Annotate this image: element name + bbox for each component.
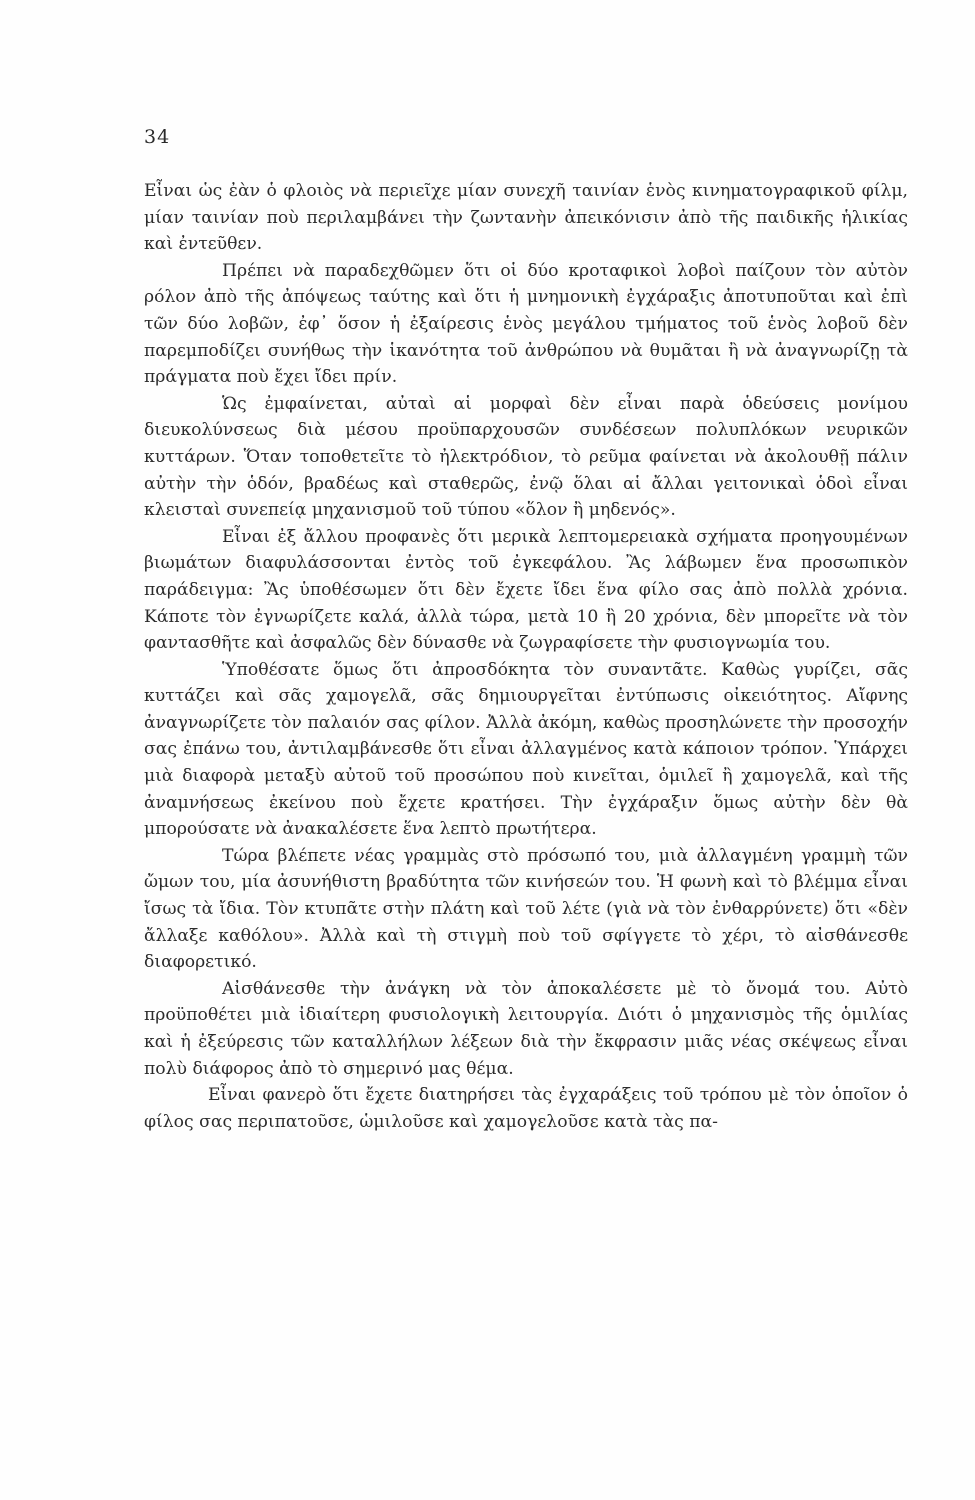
body-text bbox=[144, 178, 908, 1135]
paragraph-7: Αἰσθάνεσθε τὴν ἀνάγκη νὰ τὸν ἀποκαλέσετε μὲ τὸ ὄνομά του. Αὐτὸ προϋποθέτει μιὰ ἰδιαίτερη φυσιολογικὴ λειτουργία. Διότι ὁ μηχανισμὸς τῆς ὁμιλίας καὶ ἡ ἐξεύρεσις τῶν καταλλήλων λέξεων διὰ τὴν ἔκφρασιν μιᾶς νέας σκέψεως εἶναι πολὺ διάφορος ἀπὸ τὸ σημερινό μας θέμα. bbox=[144, 978, 908, 1079]
page-number: 34 bbox=[144, 126, 171, 148]
paragraph-5: Ὑποθέσατε ὅμως ὅτι ἀπροσδόκητα τὸν συναντᾶτε. Καθὼς γυρίζει, σᾶς κυττάζει καὶ σᾶς χαμογελᾶ, σᾶς δημιουργεῖται ἐντύπωσις οἰκειότητος. Αἴφνης ἀναγνωρίζετε τὸν παλαιόν σας φίλον. Ἀλλὰ ἀκόμη, καθὼς προσηλώνετε τὴν προσοχήν σας ἐπάνω του, ἀντιλαμβάνεσθε ὅτι εἶναι ἀλλαγμένος κατὰ κάποιον τρόπον. Ὑπάρχει μιὰ διαφορὰ μεταξὺ αὐτοῦ τοῦ προσώπου ποὺ κινεῖται, ὁμιλεῖ ἢ χαμογελᾶ, καὶ τῆς ἀναμνήσεως ἐκείνου ποὺ ἔχετε κρατήσει. Τὴν ἐγχάραξιν ὅμως αὐτὴν δὲν θὰ μπορούσατε νὰ ἀνακαλέσετε ἕνα λεπτὸ πρωτήτερα. bbox=[144, 659, 908, 840]
paragraph-4: Εἶναι ἐξ ἄλλου προφανὲς ὅτι μερικὰ λεπτομερειακὰ σχήματα προηγουμένων βιωμάτων διαφυλάσσονται ἐντὸς τοῦ ἐγκεφάλου. Ἂς λάβωμεν ἕνα προσωπικὸν παράδειγμα: Ἂς ὑποθέσωμεν ὅτι δὲν ἔχετε ἴδει ἕνα φίλο σας ἀπὸ πολλὰ χρόνια. Κάποτε τὸν ἐγνωρίζετε καλά, ἀλλὰ τώρα, μετὰ 10 ἢ 20 χρόνια, δὲν μπορεῖτε νὰ τὸν φαντασθῆτε καὶ ἀσφαλῶς δὲν δύνασθε νὰ ζωγραφίσετε τὴν φυσιογνωμία του. bbox=[144, 526, 908, 654]
paragraph-8: Εἶναι φανερὸ ὅτι ἔχετε διατηρήσει τὰς ἐγχαράξεις τοῦ τρόπου μὲ τὸν ὁποῖον ὁ φίλος σας περιπατοῦσε, ὡμιλοῦσε καὶ χαμογελοῦσε κατὰ τὰς πα- bbox=[144, 1085, 908, 1132]
paragraph-2: Πρέπει νὰ παραδεχθῶμεν ὅτι οἱ δύο κροταφικοὶ λοβοὶ παίζουν τὸν αὐτὸν ρόλον ἀπὸ τῆς ἀπόψεως ταύτης καὶ ὅτι ἡ μνημονικὴ ἐγχάραξις ἀποτυποῦται καὶ ἐπὶ τῶν δύο λοβῶν, ἐφ᾽ ὅσον ἡ ἐξαίρεσις ἑνὸς μεγάλου τμήματος τοῦ ἑνὸς λοβοῦ δὲν παρεμποδίζει συνήθως τὴν ἱκανότητα τοῦ ἀνθρώπου νὰ θυμᾶται ἢ νὰ ἀναγνωρίζῃ τὰ πράγματα ποὺ ἔχει ἴδει πρίν. bbox=[144, 260, 908, 388]
paragraph-3: Ὡς ἐμφαίνεται, αὐταὶ αἱ μορφαὶ δὲν εἶναι παρὰ ὁδεύσεις μονίμου διευκολύνσεως διὰ μέσου προϋπαρχουσῶν συνδέσεων πολυπλόκων νευρικῶν κυττάρων. Ὅταν τοποθετεῖτε τὸ ἠλεκτρόδιον, τὸ ρεῦμα φαίνεται νὰ ἀκολουθῇ πάλιν αὐτὴν τὴν ὁδόν, βραδέως καὶ σταθερῶς, ἐνῷ ὅλαι αἱ ἄλλαι γειτονικαὶ ὁδοὶ εἶναι κλεισταὶ συνεπείᾳ μηχανισμοῦ τοῦ τύπου «ὅλον ἢ μηδενός». bbox=[144, 393, 908, 521]
paragraph-1: Εἶναι ὡς ἐὰν ὁ φλοιὸς νὰ περιεῖχε μίαν συνεχῆ ταινίαν ἑνὸς κινηματογραφικοῦ φίλμ, μίαν ταινίαν ποὺ περιλαμβάνει τὴν ζωντανὴν ἀπεικόνισιν ἀπὸ τῆς παιδικῆς ἡλικίας καὶ ἐντεῦθεν. bbox=[144, 181, 908, 255]
paragraph-6: Τώρα βλέπετε νέας γραμμὰς στὸ πρόσωπό του, μιὰ ἀλλαγμένη γραμμὴ τῶν ὤμων του, μία ἀσυνήθιστη βραδύτητα τῶν κινήσεών του. Ἡ φωνὴ καὶ τὸ βλέμμα εἶναι ἴσως τὰ ἴδια. Τὸν κτυπᾶτε στὴν πλάτη καὶ τοῦ λέτε (γιὰ νὰ τὸν ἐνθαρρύνετε) ὅτι «δὲν ἄλλαξε καθόλου». Ἀλλὰ καὶ τὴ στιγμὴ ποὺ τοῦ σφίγγετε τὸ χέρι, τὸ αἰσθάνεσθε διαφορετικό. bbox=[144, 845, 908, 973]
